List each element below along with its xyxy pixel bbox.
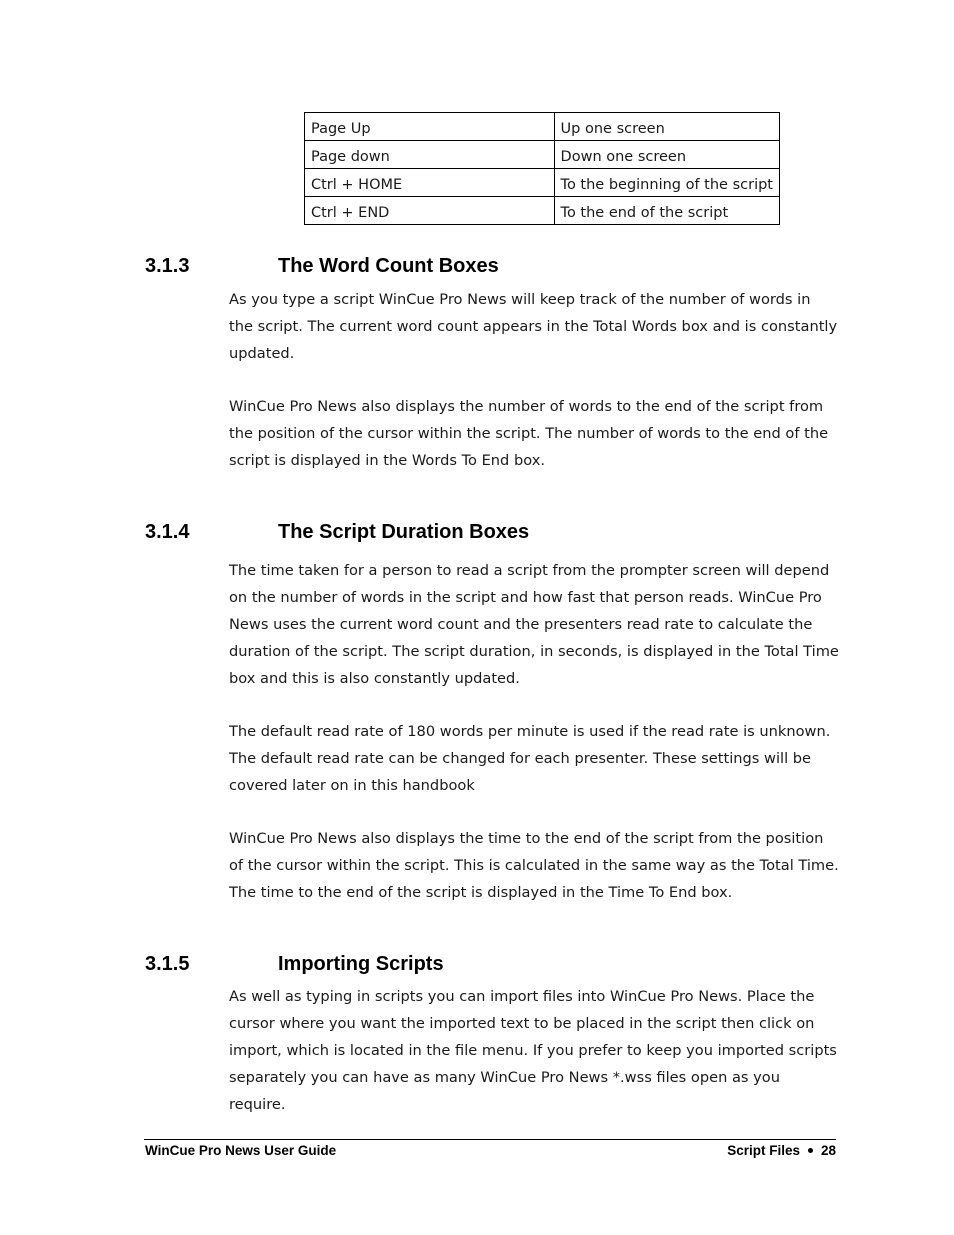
paragraph: The default read rate of 180 words per minute is used if the read rate is unknown. The default read rate can be changed for each presenter. These settings will be covered later on in this handbook	[229, 723, 831, 794]
footer-section-name: Script Files	[727, 1143, 800, 1158]
shortcut-key: Page down	[305, 141, 555, 169]
page-number: 28	[820, 1143, 836, 1158]
footer-guide-title: WinCue Pro News User Guide	[145, 1143, 337, 1158]
shortcut-action: Down one screen	[554, 141, 779, 169]
paragraph: The time taken for a person to read a script from the prompter screen will depend on the number of words in the script and how fast that person reads. WinCue Pro News uses the current word count and the presenters read rate to calculate the duration of the script. The script duration, in seconds, is displayed in the Total Time box and this is also constantly updated.	[229, 562, 839, 687]
shortcut-action: Up one screen	[554, 113, 779, 141]
shortcut-key: Ctrl + END	[305, 197, 555, 225]
shortcut-key: Ctrl + HOME	[305, 169, 555, 197]
section-heading	[145, 255, 499, 278]
paragraph: WinCue Pro News also displays the time to the end of the script from the position of the cursor within the script. This is calculated in the same way as the Total Time. The time to the end of the script is displayed in the Time To End box.	[229, 830, 839, 901]
table-row	[305, 169, 780, 197]
section-title: The Word Count Boxes	[278, 255, 499, 277]
bullet-icon	[808, 1148, 813, 1153]
section-heading	[145, 953, 444, 976]
section-title: Importing Scripts	[278, 953, 444, 975]
section-number: 3.1.5	[145, 953, 190, 975]
footer-page-info	[727, 1143, 836, 1158]
paragraph: WinCue Pro News also displays the number of words to the end of the script from the position of the cursor within the script. The number of words to the end of the script is displayed in the Words To End box.	[229, 398, 829, 469]
paragraph: As well as typing in scripts you can import files into WinCue Pro News. Place the cursor where you want the imported text to be placed in the script then click on import, which is located in the file menu. If you prefer to keep you imported scripts separately you can have as many WinCue Pro News *.wss files open as you require.	[229, 988, 837, 1113]
section-heading	[145, 521, 529, 544]
table-row	[305, 141, 780, 169]
table-row	[305, 197, 780, 225]
shortcut-table	[304, 112, 780, 225]
section-title: The Script Duration Boxes	[278, 521, 530, 543]
table-row	[305, 113, 780, 141]
section-number: 3.1.4	[145, 521, 190, 543]
paragraph: As you type a script WinCue Pro News will keep track of the number of words in the script. The current word count appears in the Total Words box and is constantly updated.	[229, 291, 838, 362]
shortcut-action: To the beginning of the script	[554, 169, 779, 197]
section-number: 3.1.3	[145, 255, 190, 277]
footer-divider	[144, 1139, 836, 1140]
shortcut-key: Page Up	[305, 113, 555, 141]
shortcut-action: To the end of the script	[554, 197, 779, 225]
